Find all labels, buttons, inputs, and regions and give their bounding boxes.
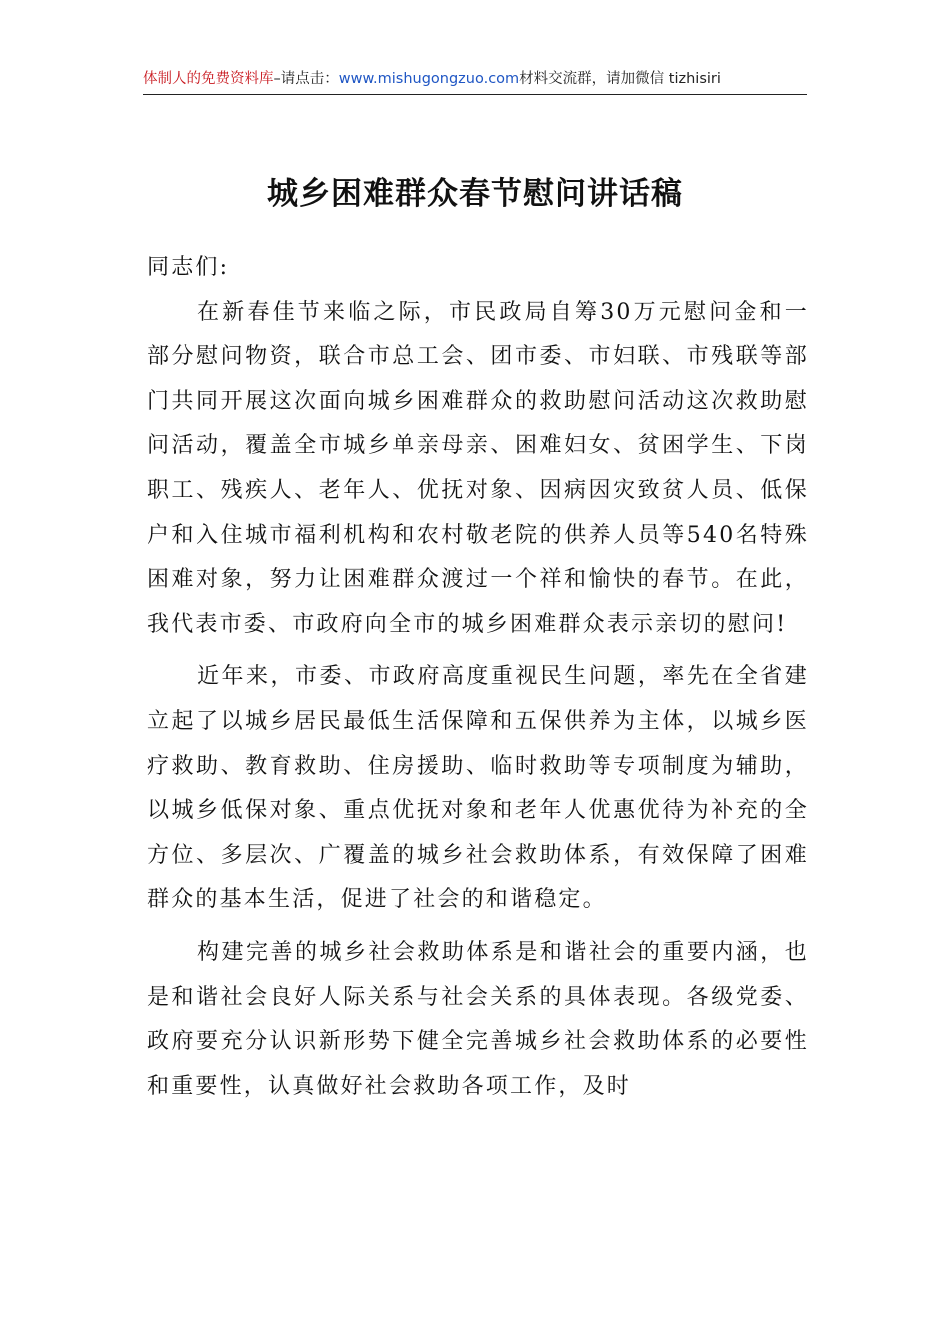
- paragraph: 构建完善的城乡社会救助体系是和谐社会的重要内涵，也是和谐社会良好人际关系与社会关系的具体表现。各级党委、政府要充分认识新形势下健全完善城乡社会救助体系的必要性和重要性，认真做好社会救助各项工作，及时: [147, 939, 809, 1099]
- header-prompt: –请点击：: [273, 71, 339, 87]
- document-title: 城乡困难群众春节慰问讲话稿: [267, 176, 683, 212]
- salutation: 同志们:: [147, 255, 230, 280]
- header-contact: 材料交流群，请加微信 tizhisiri: [519, 71, 721, 87]
- page-header: [143, 64, 807, 95]
- header-brand: 体制人的免费资料库: [143, 71, 274, 87]
- paragraph: 在新春佳节来临之际，市民政局自筹30万元慰问金和一部分慰问物资，联合市总工会、团市委、市妇联、市残联等部门共同开展这次面向城乡困难群众的救助慰问活动这次救助慰问活动，覆盖全市城乡单亲母亲、困难妇女、贫困学生、下岗职工、残疾人、老年人、优抚对象、因病因灾致贫人员、低保户和入住城市福利机构和农村敬老院的供养人员等540名特殊困难对象，努力让困难群众渡过一个祥和愉快的春节。在此，我代表市委、市政府向全市的城乡困难群众表示亲切的慰问!: [147, 299, 809, 637]
- header-url-link[interactable]: www.mishugongzuo.com: [338, 71, 520, 87]
- paragraph: 近年来，市委、市政府高度重视民生问题，率先在全省建立起了以城乡居民最低生活保障和五保供养为主体，以城乡医疗救助、教育救助、住房援助、临时救助等专项制度为辅助，以城乡低保对象、重点优抚对象和老年人优惠优待为补充的全方位、多层次、广覆盖的城乡社会救助体系，有效保障了困难群众的基本生活，促进了社会的和谐稳定。: [147, 664, 809, 913]
- document-body: [147, 246, 809, 1109]
